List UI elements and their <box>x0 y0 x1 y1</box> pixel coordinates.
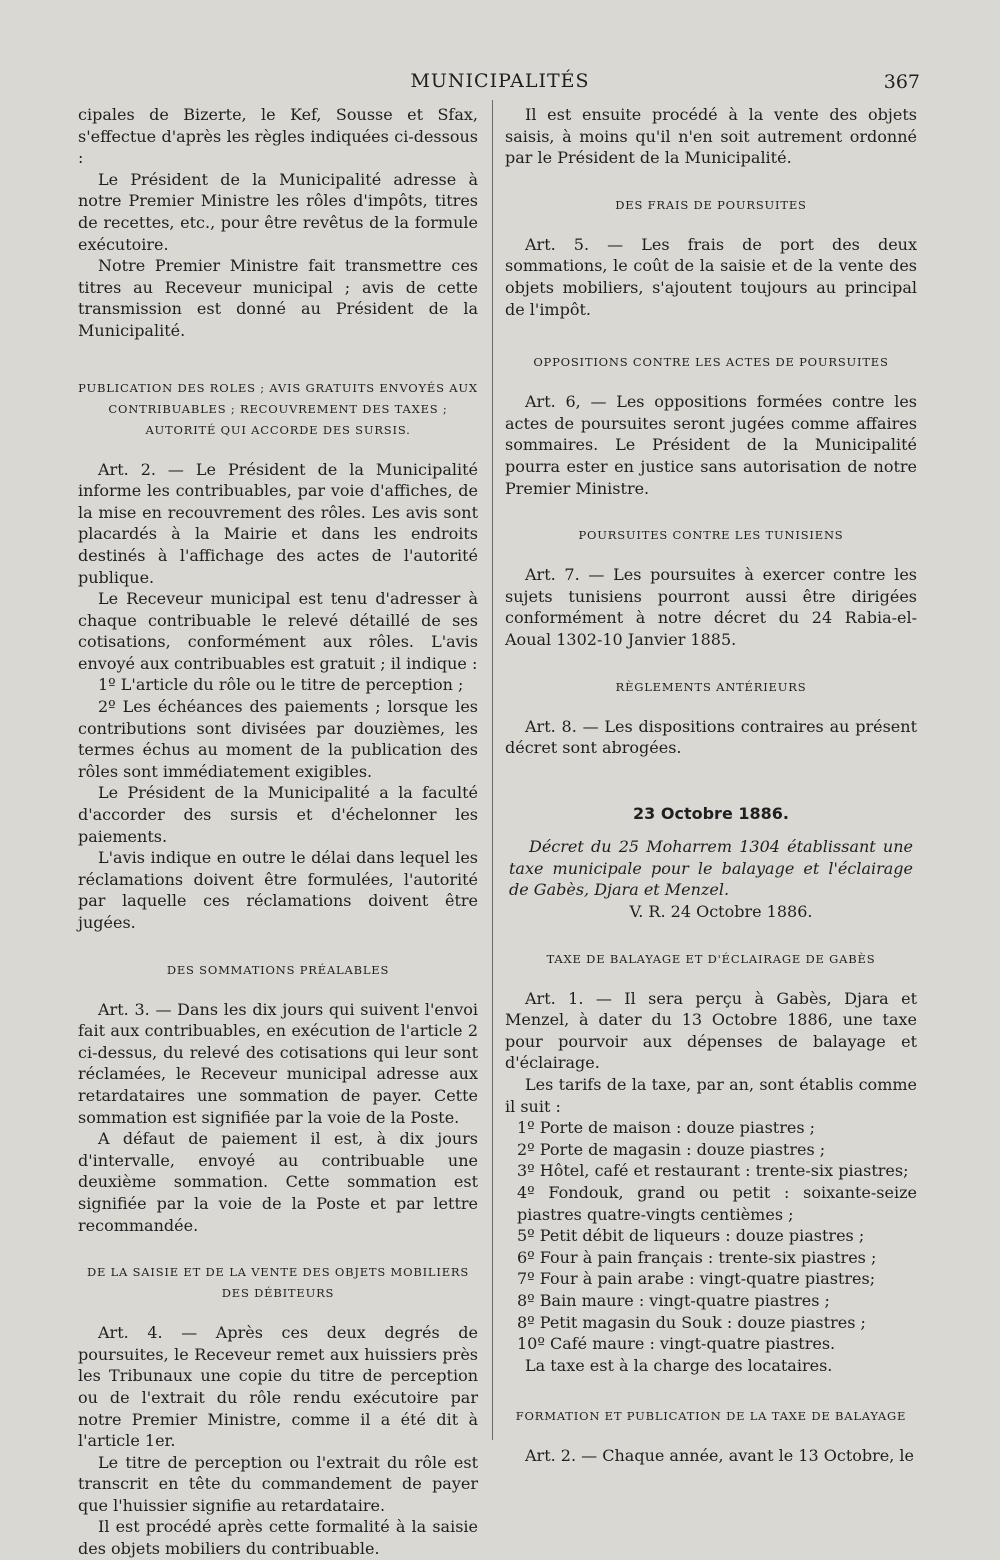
paragraph: Art. 3. — Dans les dix jours qui suivent l'envoi fait aux contribuables, en exécution de l'article 2 ci-dessus, du relevé des cotisations qui leur sont réclamées, le Receveur municipal adresse aux retardataires une sommation de payer. Cette sommation est signifiée par la voie de la Poste. <box>78 999 478 1127</box>
column-divider <box>492 100 493 1440</box>
section-heading: FORMATION ET PUBLICATION DE LA TAXE DE BALAYAGE <box>515 1409 907 1424</box>
paragraph: Il est procédé après cette formalité à la saisie des objets mobiliers du contribuable. <box>78 1517 478 1559</box>
tariff-item: 4º Fondouk, grand ou petit : soixante-seize piastres quatre-vingts centièmes ; <box>517 1183 917 1224</box>
paragraph: Les tarifs de la taxe, par an, sont établis comme il suit : <box>505 1075 917 1116</box>
paragraph: Art. 8. — Les dispositions contraires au présent décret sont abrogées. <box>505 716 917 758</box>
section-heading: PUBLICATION DES ROLES ; AVIS GRATUITS ENVOYÉS AUX CONTRIBUABLES ; RECOUVREMENT DES TAXES ; AUTORITÉ QUI ACCORDE DES SURSIS. <box>78 380 478 437</box>
paragraph: 1º L'article du rôle ou le titre de perception ; <box>98 675 464 695</box>
tariff-item: 6º Four à pain français : trente-six piastres ; <box>517 1247 877 1267</box>
paragraph: 2º Les échéances des paiements ; lorsque les contributions sont divisées par douzièmes, les termes échus au moment de la publication des rôles sont immédiatement exigibles. <box>78 697 478 781</box>
paragraph: La taxe est à la charge des locataires. <box>525 1355 833 1375</box>
tariff-item: 8º Bain maure : vingt-quatre piastres ; <box>517 1290 830 1310</box>
paragraph: L'avis indique en outre le délai dans lequel les réclamations doivent être formulées, l'autorité par laquelle ces réclamations doivent être jugées. <box>78 848 478 932</box>
paragraph: A défaut de paiement il est, à dix jours d'intervalle, envoyé au contribuable une deuxième sommation. Cette sommation est signifiée par la voie de la Poste et par lettre recommandée. <box>78 1129 478 1235</box>
paragraph: Le Président de la Municipalité adresse à notre Premier Ministre les rôles d'impôts, titres de recettes, etc., pour être revêtus de la formule exécutoire. <box>78 169 478 254</box>
page-number: 367 <box>883 71 920 93</box>
running-header: MUNICIPALITÉS <box>410 70 590 92</box>
tariff-item: 8º Petit magasin du Souk : douze piastres ; <box>517 1312 866 1332</box>
paragraph: Art. 7. — Les poursuites à exercer contre les sujets tunisiens pourront aussi être dirigées conformément à notre décret du 24 Rabia-el-Aoual 1302-10 Janvier 1885. <box>505 565 917 649</box>
paragraph: cipales de Bizerte, le Kef, Sousse et Sfax, s'effectue d'après les règles indiquées ci-dessous : <box>78 105 478 168</box>
decree-title: Décret du 25 Moharrem 1304 établissant une taxe municipale pour le balayage et l'éclairage de Gabès, Djara et Menzel. <box>509 837 913 900</box>
paragraph: Art. 1. — Il sera perçu à Gabès, Djara et Menzel, à dater du 13 Octobre 1886, une taxe pour pourvoir aux dépenses de balayage et d'éclairage. <box>505 988 917 1073</box>
paragraph: Art. 5. — Les frais de port des deux sommations, le coût de la saisie et de la vente des objets mobiliers, s'ajoutent toujours au principal de l'impôt. <box>505 234 917 319</box>
section-heading: DES SOMMATIONS PRÉALABLES <box>166 962 390 977</box>
paragraph: Le Président de la Municipalité a la faculté d'accorder des sursis et d'échelonner les paiements. <box>78 783 478 846</box>
decree-date-heading: 23 Octobre 1886. <box>633 803 789 823</box>
tariff-item: 10º Café maure : vingt-quatre piastres. <box>517 1334 836 1354</box>
decree-reference: V. R. 24 Octobre 1886. <box>629 902 813 922</box>
paragraph: Notre Premier Ministre fait transmettre ces titres au Receveur municipal ; avis de cette transmission est donné au Président de la Municipalité. <box>78 256 478 340</box>
paragraph: Art. 6, — Les oppositions formées contre les actes de poursuites seront jugées comme affaires sommaires. Le Président de la Municipalité pourra ester en justice sans autorisation de notre Premier Ministre. <box>505 392 917 498</box>
tariff-item: 3º Hôtel, café et restaurant : trente-six piastres; <box>517 1161 909 1181</box>
paragraph: Le Receveur municipal est tenu d'adresser à chaque contribuable le relevé détaillé de ses cotisations, conformément aux rôles. L'avis envoyé aux contribuables est gratuit ; il indique : <box>78 589 478 673</box>
section-heading: TAXE DE BALAYAGE ET D'ÉCLAIRAGE DE GABÈS <box>546 951 876 966</box>
paragraph: Art. 2. — Le Président de la Municipalité informe les contribuables, par voie d'affiches, de la mise en recouvrement des rôles. Les avis sont placardés à la Mairie et dans les endroits destinés à l'affichage des actes de l'autorité publique. <box>78 459 478 587</box>
section-heading: POURSUITES CONTRE LES TUNISIENS <box>578 528 844 543</box>
section-heading: OPPOSITIONS CONTRE LES ACTES DE POURSUITES <box>533 355 889 370</box>
tariff-item: 1º Porte de maison : douze piastres ; <box>517 1118 816 1138</box>
right-column <box>505 104 917 1467</box>
section-heading: DES FRAIS DE POURSUITES <box>615 197 807 212</box>
tariff-item: 7º Four à pain arabe : vingt-quatre piastres; <box>517 1269 876 1289</box>
paragraph: Il est ensuite procédé à la vente des objets saisis, à moins qu'il n'en soit autrement ordonné par le Président de la Municipalité. <box>505 105 917 168</box>
paragraph: Art. 2. — Chaque année, avant le 13 Octobre, le <box>525 1446 914 1466</box>
paragraph: Le titre de perception ou l'extrait du rôle est transcrit en tête du commandement de payer que l'huissier signifie au retardataire. <box>78 1452 478 1515</box>
tariff-item: 5º Petit débit de liqueurs : douze piastres ; <box>517 1226 865 1246</box>
left-column <box>78 104 478 1560</box>
tariff-item: 2º Porte de magasin : douze piastres ; <box>517 1139 826 1159</box>
section-heading: RÈGLEMENTS ANTÉRIEURS <box>615 679 807 694</box>
paragraph: Art. 4. — Après ces deux degrés de poursuites, le Receveur remet aux huissiers près les Tribunaux une copie du titre de perception ou de l'extrait du rôle rendu exécutoire par notre Premier Ministre, comme il a été dit à l'article 1er. <box>78 1323 478 1451</box>
section-heading: DE LA SAISIE ET DE LA VENTE DES OBJETS MOBILIERS DES DÉBITEURS <box>86 1265 470 1301</box>
